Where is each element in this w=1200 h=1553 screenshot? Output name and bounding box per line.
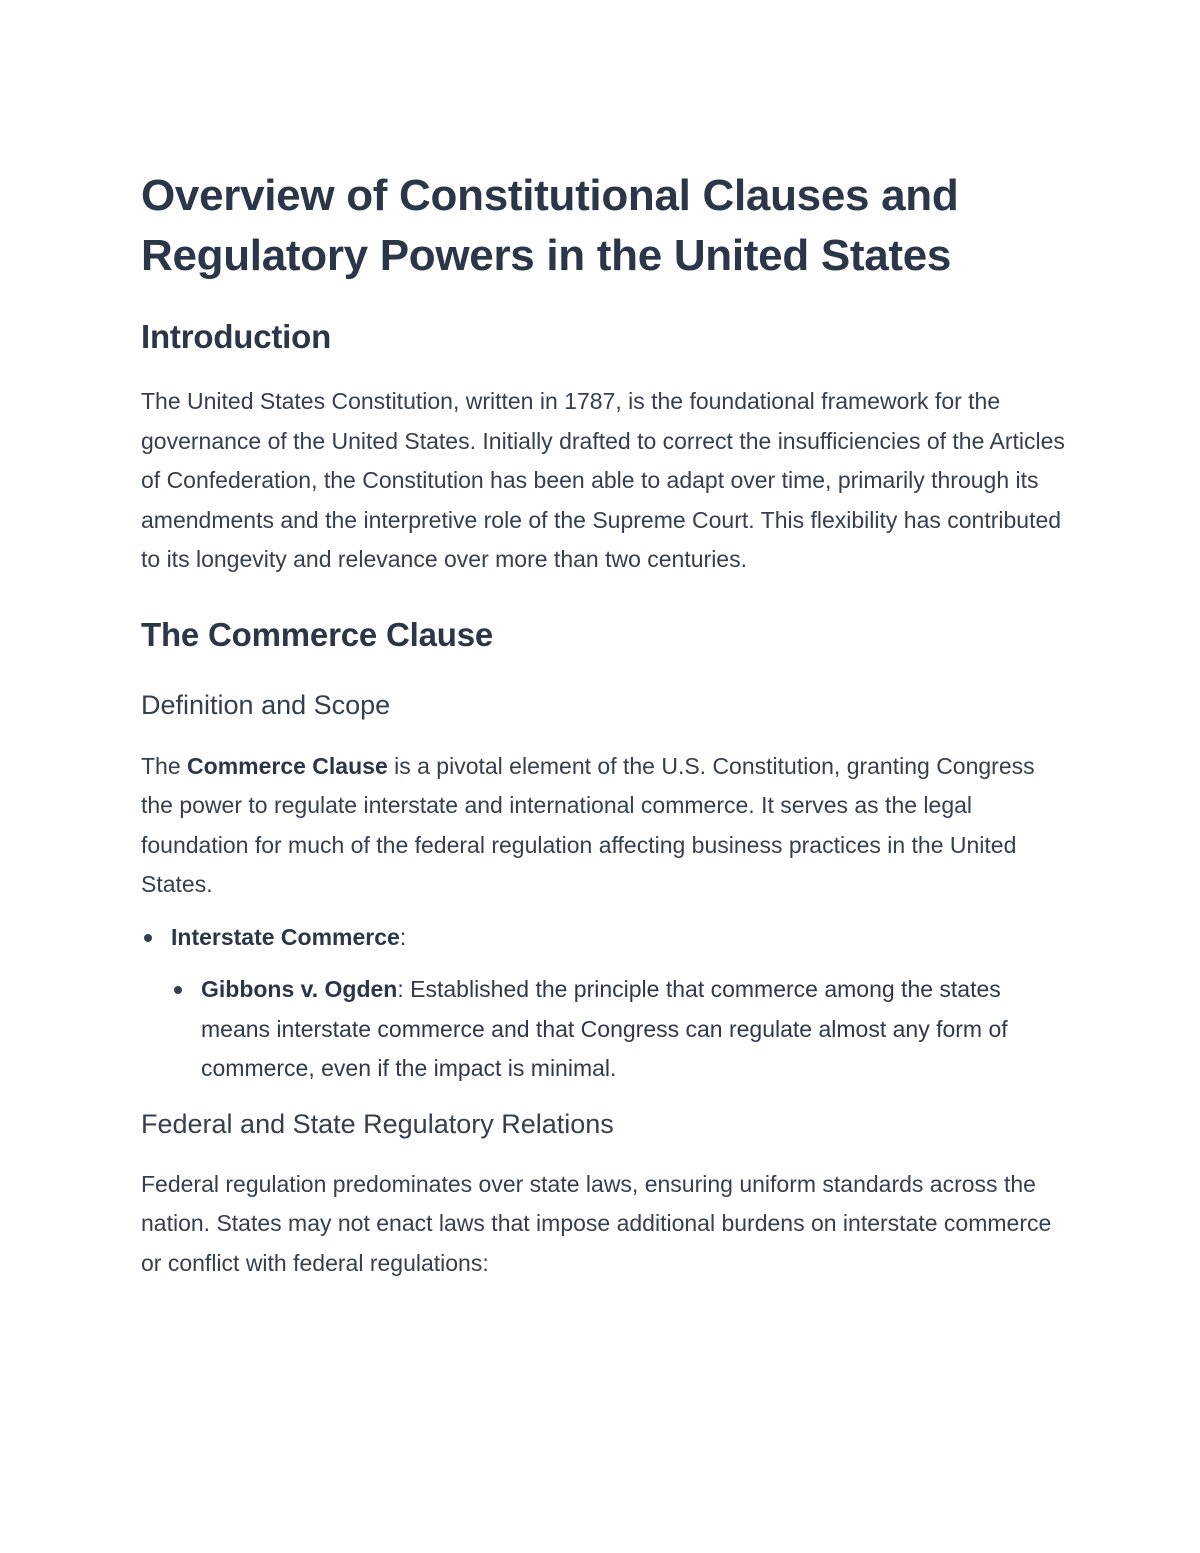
regulatory-relations-paragraph: Federal regulation predominates over state laws, ensuring uniform standards across the nation. States may not enact laws that impose additional burdens on interstate commerce or conflict with federal regulations: (141, 1170, 1052, 1276)
commerce-list (141, 918, 1071, 1089)
gibbons-description: : Established the principle that commerce among the states means interstate commerce and that Congress can regulate almost any form of commerce, even if the impact is minimal. (201, 976, 1008, 1081)
introduction-paragraph: The United States Constitution, written in 1787, is the foundational framework for the governance of the United States. Initially drafted to correct the insufficiencies of the Articles of Confederation, the Constitution has been able to adapt over time, primarily through its amendments and the interpretive role of the Supreme Court. This flexibility has contributed to its longevity and relevance over more than two centuries. (141, 388, 1065, 572)
bullet-icon (144, 934, 152, 942)
definition-paragraph (141, 747, 1071, 905)
definition-prefix: The (141, 752, 188, 779)
gibbons-v-ogden-term: Gibbons v. Ogden (201, 976, 398, 1002)
sub-list-item (171, 970, 1071, 1089)
list-item-suffix: : (399, 923, 407, 950)
interstate-commerce-term: Interstate Commerce (171, 923, 400, 950)
sub-list (171, 970, 1071, 1089)
definition-suffix: is a pivotal element of the U.S. Constitution, granting Congress the power to regulate interstate and international commerce. It serves as the legal foundation for much of the federal regulation affecting business practices in the United States. (141, 752, 1035, 897)
commerce-clause-term: Commerce Clause (187, 752, 388, 779)
document-page (141, 166, 1071, 1283)
list-item (141, 918, 1071, 1089)
bullet-icon (174, 986, 182, 994)
document-title: Overview of Constitutional Clauses and Regulatory Powers in the United States (141, 171, 959, 280)
introduction-heading: Introduction (141, 318, 332, 355)
commerce-clause-heading: The Commerce Clause (141, 615, 493, 653)
definition-scope-heading: Definition and Scope (141, 689, 391, 720)
regulatory-relations-heading: Federal and State Regulatory Relations (141, 1108, 614, 1139)
